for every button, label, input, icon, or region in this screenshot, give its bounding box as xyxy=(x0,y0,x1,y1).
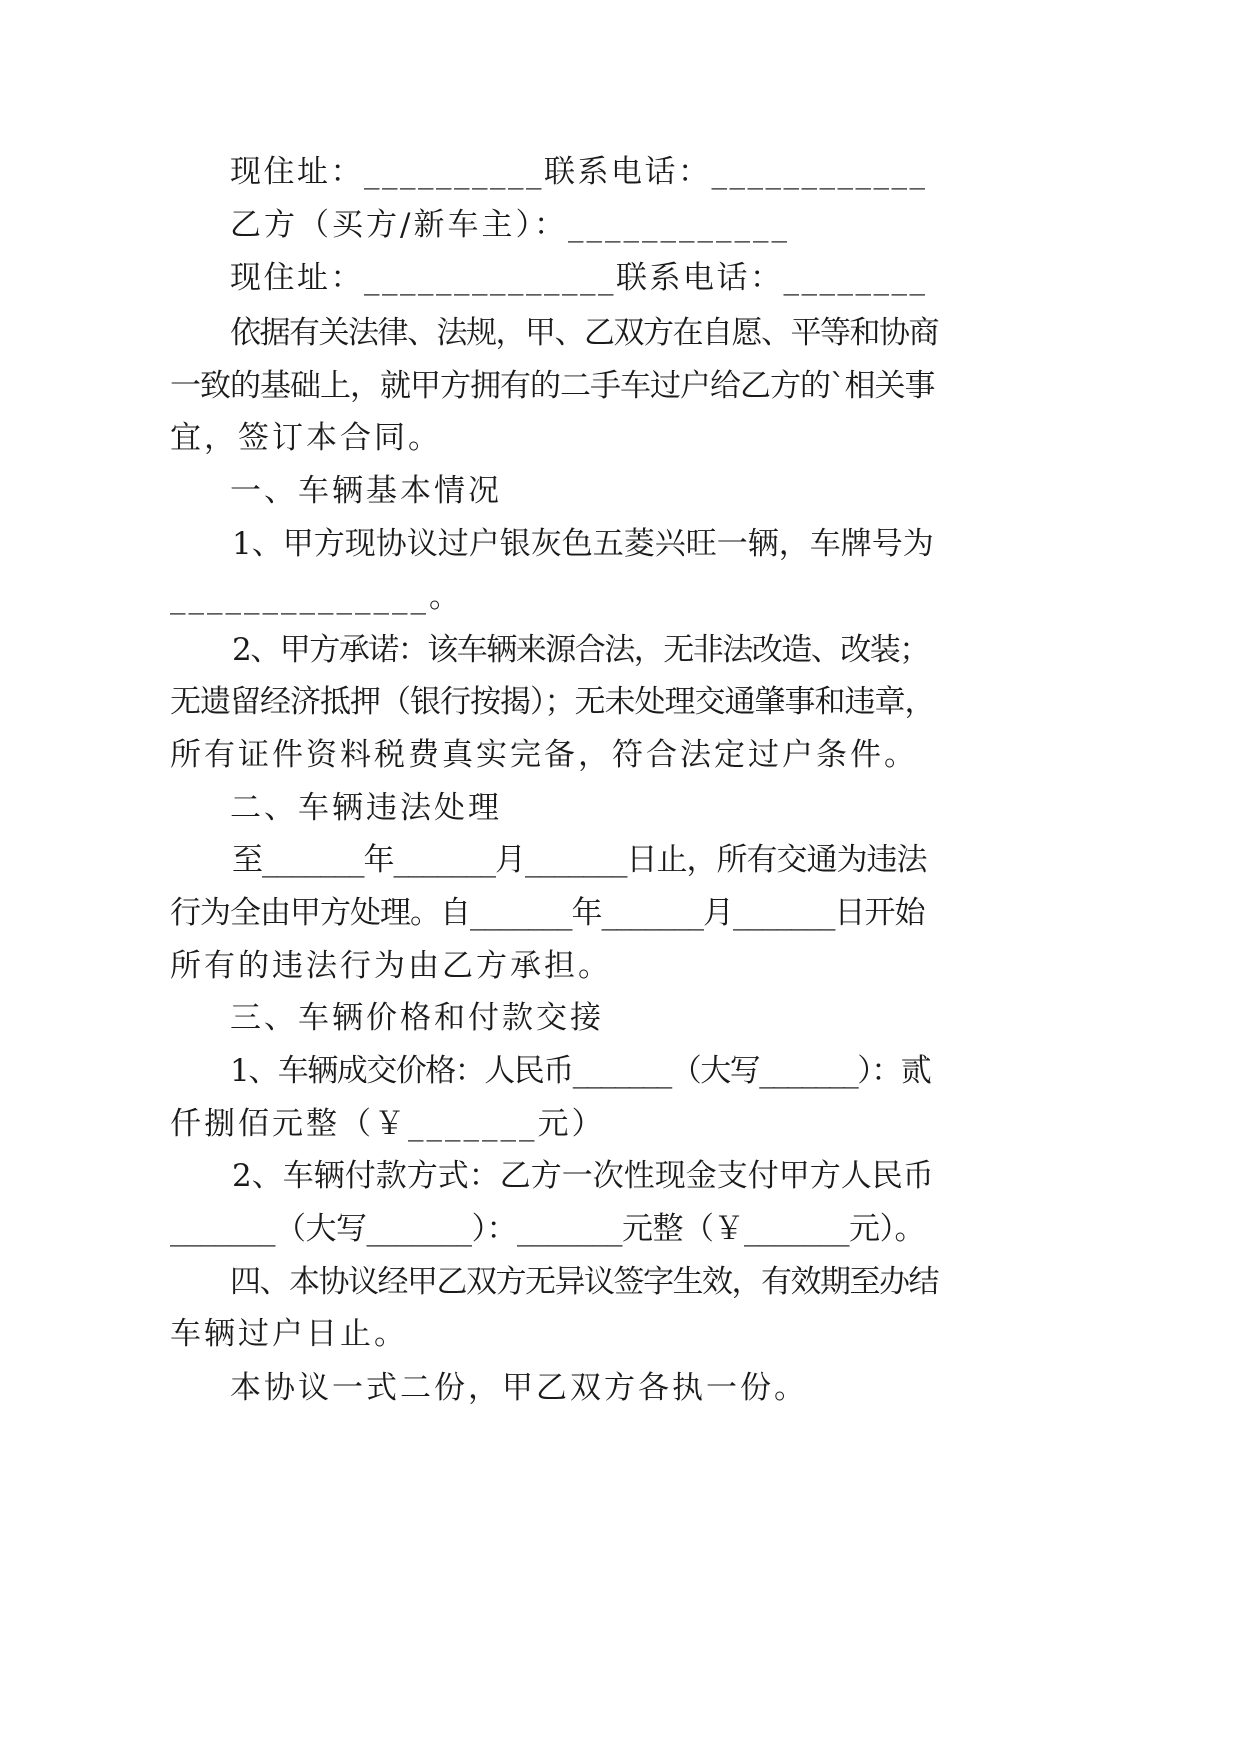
text-line xyxy=(0,199,1241,255)
clause-3-1-line-1: 1、车辆成交价格：人民币_______（大写_______）：贰 xyxy=(230,1053,931,1089)
text-line xyxy=(0,1203,1241,1259)
preamble-line-1: 依据有关法律、法规，甲、乙双方在自愿、平等和协商 xyxy=(230,315,938,351)
text-line xyxy=(0,940,1241,996)
text-line xyxy=(0,676,1241,732)
clause-2-line-1: 至_______年_______月_______日止，所有交通为违法 xyxy=(232,842,927,878)
section-4-line-1: 四、本协议经甲乙双方无异议签字生效，有效期至办结 xyxy=(230,1264,938,1300)
text-line xyxy=(0,1098,1241,1154)
text-line xyxy=(0,252,1241,308)
clause-1-2-line-1: 2、甲方承诺：该车辆来源合法，无非法改造、改装； xyxy=(232,632,929,668)
seller-address-phone: 现住址：__________联系电话：____________ xyxy=(230,154,928,190)
text-line xyxy=(0,146,1241,202)
text-line xyxy=(0,1308,1241,1364)
text-line xyxy=(0,1045,1241,1101)
text-line xyxy=(0,412,1241,468)
text-line xyxy=(0,360,1241,416)
clause-2-line-3: 所有的违法行为由乙方承担。 xyxy=(170,948,612,984)
clause-1-2-line-2: 无遗留经济抵押（银行按揭）；无未处理交通肇事和违章， xyxy=(170,684,935,720)
text-line xyxy=(0,307,1241,363)
clause-1-1-line-1: 1、甲方现协议过户银灰色五菱兴旺一辆，车牌号为 xyxy=(232,526,934,562)
clause-1-2-line-3: 所有证件资料税费真实完备，符合法定过户条件。 xyxy=(170,737,918,773)
section-2-heading: 二、车辆违法处理 xyxy=(230,790,502,826)
buyer-address-phone: 现住址：______________联系电话：________ xyxy=(230,260,928,296)
text-line xyxy=(0,782,1241,838)
clause-2-line-2: 行为全由甲方处理。自_______年_______月_______日开始 xyxy=(170,895,925,931)
section-4-line-2: 车辆过户日止。 xyxy=(170,1316,408,1352)
preamble-line-2: 一致的基础上，就甲方拥有的二手车过户给乙方的`相关事 xyxy=(170,368,935,404)
clause-3-2-line-1: 2、车辆付款方式：乙方一次性现金支付甲方人民币 xyxy=(232,1158,934,1194)
text-line xyxy=(0,1256,1241,1312)
text-line xyxy=(0,1150,1241,1206)
clause-3-1-line-2: 仟捌佰元整（￥_______元） xyxy=(170,1106,606,1142)
text-line xyxy=(0,834,1241,890)
text-line xyxy=(0,518,1241,574)
text-line xyxy=(0,729,1241,785)
text-line xyxy=(0,1362,1241,1418)
text-line xyxy=(0,571,1241,627)
text-line xyxy=(0,887,1241,943)
preamble-line-3: 宜，签订本合同。 xyxy=(170,420,442,456)
copies-statement: 本协议一式二份，甲乙双方各执一份。 xyxy=(230,1370,808,1406)
section-3-heading: 三、车辆价格和付款交接 xyxy=(230,1000,604,1036)
section-1-heading: 一、车辆基本情况 xyxy=(230,473,502,509)
text-line xyxy=(0,624,1241,680)
text-line xyxy=(0,992,1241,1048)
text-line xyxy=(0,465,1241,521)
buyer-label: 乙方（买方/新车主）：____________ xyxy=(230,207,790,243)
clause-1-1-line-2: ______________。 xyxy=(170,579,463,615)
clause-3-2-line-2: _______（大写_______）：_______元整（￥_______元）。 xyxy=(170,1211,925,1247)
